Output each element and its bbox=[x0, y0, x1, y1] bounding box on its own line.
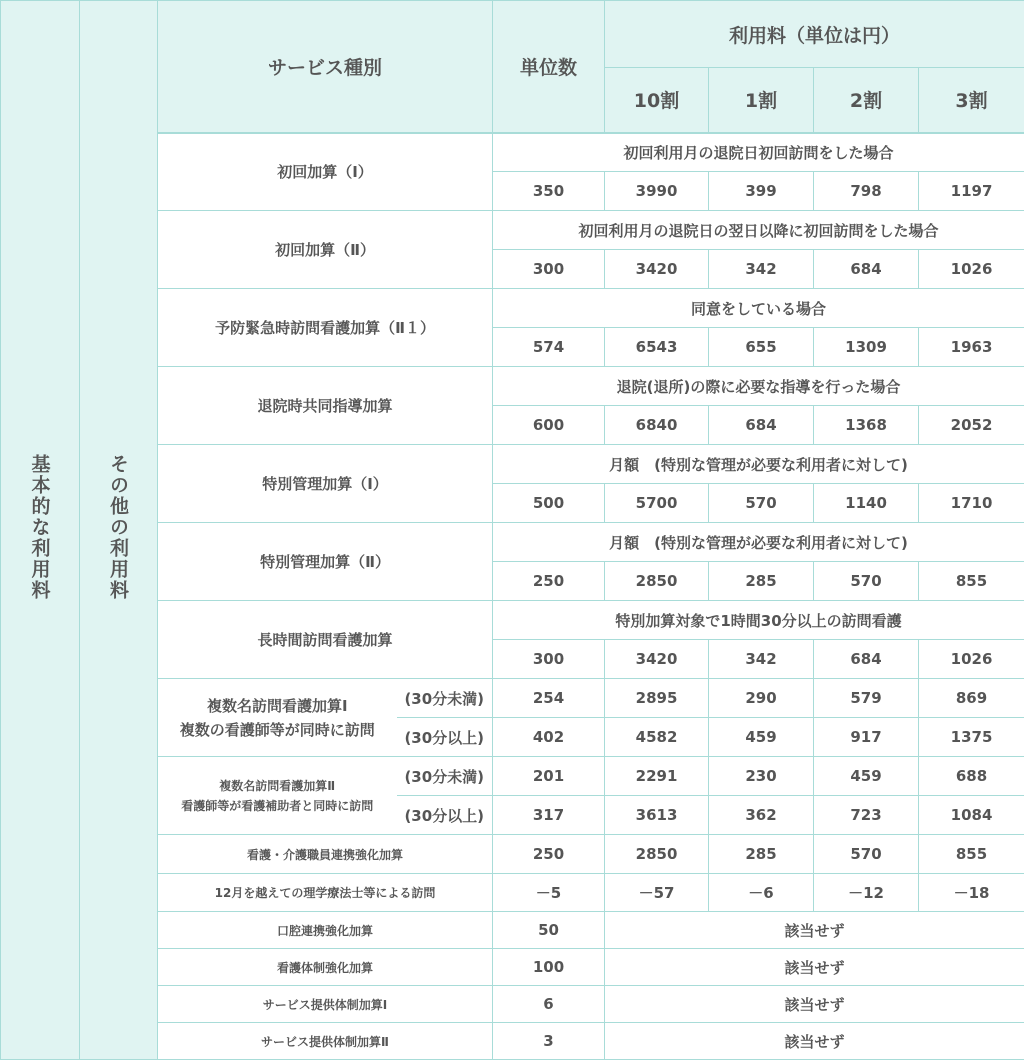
fee-10: 2895 bbox=[605, 679, 709, 718]
units-cell: 100 bbox=[493, 949, 605, 986]
fee-3: 1084 bbox=[919, 796, 1024, 835]
service-name-multi2 bbox=[158, 757, 397, 835]
fee-10: 3420 bbox=[605, 640, 709, 679]
units-cell: 500 bbox=[493, 484, 605, 523]
service-name: 特別管理加算（Ⅰ） bbox=[158, 445, 493, 523]
fee-3: 855 bbox=[919, 835, 1024, 874]
header-ratio-2: 2割 bbox=[814, 68, 919, 133]
fee-2: 459 bbox=[814, 757, 919, 796]
fee-1: 362 bbox=[709, 796, 814, 835]
service-name: 初回加算（Ⅰ） bbox=[158, 133, 493, 211]
units-cell: 300 bbox=[493, 640, 605, 679]
fee-3: 1710 bbox=[919, 484, 1024, 523]
header-ratio-1: 1割 bbox=[709, 68, 814, 133]
condition-text: 月額 (特別な管理が必要な利用者に対して) bbox=[493, 523, 1024, 562]
fee-1: 684 bbox=[709, 406, 814, 445]
units-cell: 600 bbox=[493, 406, 605, 445]
fee-1: 290 bbox=[709, 679, 814, 718]
fee-3: 2052 bbox=[919, 406, 1024, 445]
service-name: サービス提供体制加算Ⅱ bbox=[158, 1023, 493, 1060]
fee-1: －6 bbox=[709, 874, 814, 912]
units-cell: 250 bbox=[493, 562, 605, 601]
units-cell: 3 bbox=[493, 1023, 605, 1060]
side-label-other: その他の利用料 bbox=[80, 1, 158, 1060]
units-cell: 402 bbox=[493, 718, 605, 757]
units-cell: 300 bbox=[493, 250, 605, 289]
fee-1: 285 bbox=[709, 562, 814, 601]
units-cell: 254 bbox=[493, 679, 605, 718]
fee-10: 4582 bbox=[605, 718, 709, 757]
condition-text: 退院(退所)の際に必要な指導を行った場合 bbox=[493, 367, 1024, 406]
fee-1: 570 bbox=[709, 484, 814, 523]
fee-3: －18 bbox=[919, 874, 1024, 912]
units-cell: 6 bbox=[493, 986, 605, 1023]
units-cell: 574 bbox=[493, 328, 605, 367]
units-cell: －5 bbox=[493, 874, 605, 912]
fee-10: －57 bbox=[605, 874, 709, 912]
not-applicable-note: 該当せず bbox=[605, 986, 1024, 1023]
multi2-line2: 看護師等が看護補助者と同時に訪問 bbox=[181, 798, 374, 813]
fee-10: 2850 bbox=[605, 562, 709, 601]
condition-text: 初回利用月の退院日の翌日以降に初回訪問をした場合 bbox=[493, 211, 1024, 250]
fee-3: 1197 bbox=[919, 172, 1024, 211]
fee-1: 230 bbox=[709, 757, 814, 796]
service-name: 特別管理加算（Ⅱ） bbox=[158, 523, 493, 601]
fee-1: 285 bbox=[709, 835, 814, 874]
header-units: 単位数 bbox=[493, 1, 605, 133]
fee-10: 2850 bbox=[605, 835, 709, 874]
header-service-type: サービス種別 bbox=[158, 1, 493, 133]
condition-text: 特別加算対象で1時間30分以上の訪問看護 bbox=[493, 601, 1024, 640]
duration-label: (30分未満) bbox=[397, 757, 493, 796]
fee-10: 6840 bbox=[605, 406, 709, 445]
multi1-line2: 複数の看護師等が同時に訪問 bbox=[179, 720, 375, 739]
service-name: 予防緊急時訪問看護加算（Ⅱ１） bbox=[158, 289, 493, 367]
fee-2: 570 bbox=[814, 835, 919, 874]
units-cell: 201 bbox=[493, 757, 605, 796]
fee-3: 1963 bbox=[919, 328, 1024, 367]
fee-1: 342 bbox=[709, 640, 814, 679]
condition-text: 月額 (特別な管理が必要な利用者に対して) bbox=[493, 445, 1024, 484]
duration-label: (30分未満) bbox=[397, 679, 493, 718]
duration-label: (30分以上) bbox=[397, 718, 493, 757]
fee-3: 869 bbox=[919, 679, 1024, 718]
units-cell: 250 bbox=[493, 835, 605, 874]
not-applicable-note: 該当せず bbox=[605, 1023, 1024, 1060]
units-cell: 350 bbox=[493, 172, 605, 211]
fee-2: 1368 bbox=[814, 406, 919, 445]
side-label-basic: 基本的な利用料 bbox=[1, 1, 80, 1060]
fee-2: 917 bbox=[814, 718, 919, 757]
service-name: 長時間訪問看護加算 bbox=[158, 601, 493, 679]
service-name: 口腔連携強化加算 bbox=[158, 912, 493, 949]
fee-10: 3420 bbox=[605, 250, 709, 289]
condition-text: 初回利用月の退院日初回訪問をした場合 bbox=[493, 133, 1024, 172]
fee-2: 798 bbox=[814, 172, 919, 211]
fee-2: 684 bbox=[814, 250, 919, 289]
service-name: 12月を越えての理学療法士等による訪問 bbox=[158, 874, 493, 912]
fee-2: 1140 bbox=[814, 484, 919, 523]
fee-10: 2291 bbox=[605, 757, 709, 796]
not-applicable-note: 該当せず bbox=[605, 912, 1024, 949]
service-name: サービス提供体制加算Ⅰ bbox=[158, 986, 493, 1023]
fee-3: 855 bbox=[919, 562, 1024, 601]
header-ratio-10: 10割 bbox=[605, 68, 709, 133]
fee-2: 684 bbox=[814, 640, 919, 679]
header-ratio-3: 3割 bbox=[919, 68, 1024, 133]
condition-text: 同意をしている場合 bbox=[493, 289, 1024, 328]
fee-3: 1026 bbox=[919, 640, 1024, 679]
not-applicable-note: 該当せず bbox=[605, 949, 1024, 986]
fee-1: 342 bbox=[709, 250, 814, 289]
service-name: 退院時共同指導加算 bbox=[158, 367, 493, 445]
units-cell: 317 bbox=[493, 796, 605, 835]
fee-1: 459 bbox=[709, 718, 814, 757]
fee-2: 570 bbox=[814, 562, 919, 601]
header-fee-group: 利用料（単位は円） bbox=[605, 1, 1024, 68]
fee-10: 3613 bbox=[605, 796, 709, 835]
fee-3: 688 bbox=[919, 757, 1024, 796]
fee-10: 3990 bbox=[605, 172, 709, 211]
fee-3: 1375 bbox=[919, 718, 1024, 757]
service-name: 看護・介護職員連携強化加算 bbox=[158, 835, 493, 874]
fee-2: 579 bbox=[814, 679, 919, 718]
fee-2: －12 bbox=[814, 874, 919, 912]
service-name-multi1 bbox=[158, 679, 397, 757]
multi1-line1: 複数名訪問看護加算Ⅰ bbox=[206, 696, 348, 715]
fee-1: 399 bbox=[709, 172, 814, 211]
units-cell: 50 bbox=[493, 912, 605, 949]
fee-2: 1309 bbox=[814, 328, 919, 367]
multi2-line1: 複数名訪問看護加算Ⅱ bbox=[219, 778, 336, 793]
fee-3: 1026 bbox=[919, 250, 1024, 289]
fee-10: 6543 bbox=[605, 328, 709, 367]
fee-10: 5700 bbox=[605, 484, 709, 523]
service-name: 看護体制強化加算 bbox=[158, 949, 493, 986]
fee-2: 723 bbox=[814, 796, 919, 835]
service-name: 初回加算（Ⅱ） bbox=[158, 211, 493, 289]
fee-1: 655 bbox=[709, 328, 814, 367]
duration-label: (30分以上) bbox=[397, 796, 493, 835]
